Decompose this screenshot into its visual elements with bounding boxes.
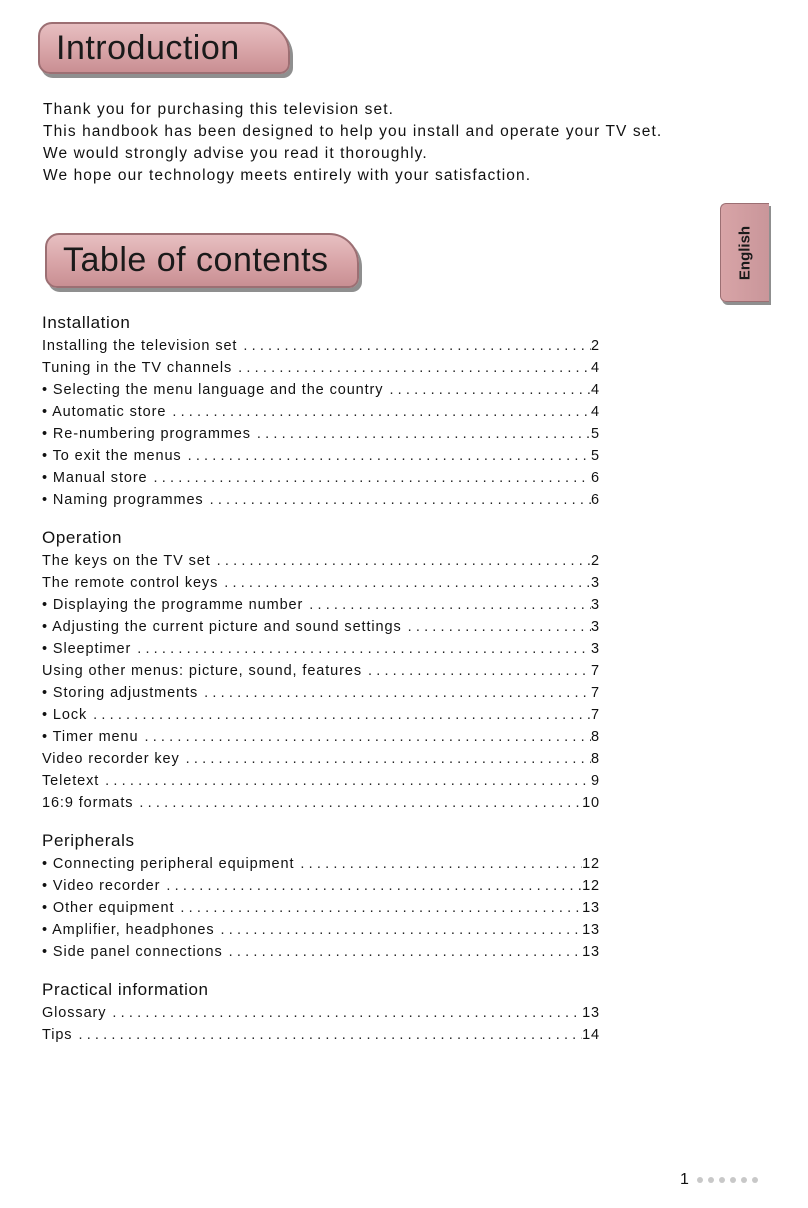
footer-dot <box>741 1177 747 1183</box>
toc-entry[interactable] <box>42 445 600 467</box>
toc-entry-title: • Video recorder <box>42 878 161 894</box>
introduction-heading <box>38 22 290 74</box>
toc-entry[interactable] <box>42 379 600 401</box>
toc-entry-title: • Sleeptimer <box>42 641 132 657</box>
intro-line: This handbook has been designed to help you install and operate your TV set. <box>43 123 663 140</box>
toc-entry[interactable] <box>42 875 600 897</box>
toc-entry[interactable] <box>42 616 600 638</box>
language-tab <box>720 203 769 302</box>
toc-entry-title: • Other equipment <box>42 900 175 916</box>
footer-dot <box>752 1177 758 1183</box>
toc-entry-title: • Storing adjustments <box>42 685 199 701</box>
toc-page-number: 6 <box>591 492 600 508</box>
toc-leader-dots <box>243 335 591 357</box>
intro-line: Thank you for purchasing this television set. <box>43 101 395 118</box>
toc-entry[interactable] <box>42 1024 600 1046</box>
footer-dot <box>708 1177 714 1183</box>
toc-leader-dots <box>389 379 591 401</box>
toc-entry[interactable] <box>42 1002 600 1024</box>
page-number: 1 <box>680 1171 689 1188</box>
toc-page-number: 7 <box>591 707 600 723</box>
toc-leader-dots <box>238 357 591 379</box>
toc-leader-dots <box>368 660 591 682</box>
toc-section-title: Practical information <box>42 980 209 999</box>
toc-page-number: 8 <box>591 729 600 745</box>
toc-entry[interactable] <box>42 550 600 572</box>
toc-leader-dots <box>180 897 582 919</box>
toc-entry[interactable] <box>42 792 600 814</box>
toc-entry[interactable] <box>42 941 600 963</box>
toc-section <box>42 312 600 511</box>
toc-entry[interactable] <box>42 660 600 682</box>
toc-page-number: 3 <box>591 641 600 657</box>
toc-page-number: 13 <box>582 900 600 916</box>
toc-page-number: 2 <box>591 553 600 569</box>
toc-entry[interactable] <box>42 401 600 423</box>
toc-entry-title: • Lock <box>42 707 88 723</box>
toc-leader-dots <box>188 445 591 467</box>
toc-entry-title: • Side panel connections <box>42 944 223 960</box>
toc-entry-title: • Displaying the programme number <box>42 597 304 613</box>
toc-entry-title: • Selecting the menu language and the country <box>42 382 384 398</box>
footer-dot <box>697 1177 703 1183</box>
intro-line: We would strongly advise you read it thoroughly. <box>43 145 428 162</box>
toc-entry-title: • Naming programmes <box>42 492 204 508</box>
toc-entry-title: Teletext <box>42 773 100 789</box>
toc-leader-dots <box>186 748 591 770</box>
toc-entry-title: The keys on the TV set <box>42 553 211 569</box>
toc-leader-dots <box>144 726 591 748</box>
toc-page-number: 12 <box>582 878 600 894</box>
toc-entry[interactable] <box>42 467 600 489</box>
toc-leader-dots <box>210 489 591 511</box>
toc-leader-dots <box>257 423 591 445</box>
toc-page-number: 14 <box>582 1027 600 1043</box>
toc-leader-dots <box>217 550 591 572</box>
toc-leader-dots <box>105 770 591 792</box>
toc-entry-title: Glossary <box>42 1005 107 1021</box>
introduction-title: Introduction <box>56 28 240 67</box>
toc-entry-title: • Adjusting the current picture and sound settings <box>42 619 402 635</box>
toc-entry[interactable] <box>42 423 600 445</box>
toc-section <box>42 527 600 814</box>
toc-page-number: 12 <box>582 856 600 872</box>
toc-entry[interactable] <box>42 770 600 792</box>
footer-dot <box>730 1177 736 1183</box>
toc-leader-dots <box>204 682 591 704</box>
toc-entry-title: Using other menus: picture, sound, features <box>42 663 362 679</box>
toc-page-number: 3 <box>591 575 600 591</box>
toc-leader-dots <box>224 572 591 594</box>
toc-leader-dots <box>166 875 582 897</box>
toc-entry[interactable] <box>42 853 600 875</box>
toc-page-number: 7 <box>591 663 600 679</box>
toc-leader-dots <box>221 919 583 941</box>
toc-leader-dots <box>154 467 592 489</box>
toc-leader-dots <box>139 792 582 814</box>
toc-entry[interactable] <box>42 897 600 919</box>
toc-page-number: 13 <box>582 922 600 938</box>
toc-page-number: 5 <box>591 426 600 442</box>
intro-line: We hope our technology meets entirely with your satisfaction. <box>43 167 532 184</box>
toc-entry-title: 16:9 formats <box>42 795 134 811</box>
toc-leader-dots <box>172 401 591 423</box>
toc-page-number: 3 <box>591 597 600 613</box>
toc-leader-dots <box>78 1024 582 1046</box>
toc-entry-title: • Manual store <box>42 470 148 486</box>
toc-page-number: 3 <box>591 619 600 635</box>
toc-entry[interactable] <box>42 594 600 616</box>
toc-entry[interactable] <box>42 572 600 594</box>
toc-entry[interactable] <box>42 748 600 770</box>
toc-page-number: 4 <box>591 360 600 376</box>
toc-leader-dots <box>408 616 591 638</box>
toc-page-number: 6 <box>591 470 600 486</box>
toc-leader-dots <box>300 853 582 875</box>
page-footer <box>680 1168 763 1192</box>
toc-section-title: Installation <box>42 313 131 332</box>
toc-section <box>42 830 600 963</box>
toc-entry-title: Tips <box>42 1027 73 1043</box>
toc-entry-title: • Timer menu <box>42 729 139 745</box>
toc-leader-dots <box>93 704 591 726</box>
toc-page-number: 10 <box>582 795 600 811</box>
toc-entry[interactable] <box>42 919 600 941</box>
footer-dot <box>719 1177 725 1183</box>
table-of-contents-heading <box>45 233 359 288</box>
toc-entry[interactable] <box>42 638 600 660</box>
toc-page-number: 8 <box>591 751 600 767</box>
toc-section <box>42 979 600 1046</box>
toc-entry-title: • To exit the menus <box>42 448 182 464</box>
toc-page-number: 7 <box>591 685 600 701</box>
introduction-text <box>43 99 663 187</box>
toc-entry[interactable] <box>42 335 600 357</box>
toc-leader-dots <box>112 1002 582 1024</box>
toc-entry-title: Installing the television set <box>42 338 238 354</box>
toc-entry[interactable] <box>42 357 600 379</box>
toc-entry-title: • Amplifier, headphones <box>42 922 215 938</box>
toc-section-title: Operation <box>42 528 123 547</box>
toc-entry[interactable] <box>42 726 600 748</box>
language-tab-label: English <box>736 225 754 280</box>
toc-entry[interactable] <box>42 489 600 511</box>
toc-page-number: 9 <box>591 773 600 789</box>
toc-page-number: 13 <box>582 1005 600 1021</box>
toc-page-number: 2 <box>591 338 600 354</box>
toc-entry-title: • Automatic store <box>42 404 167 420</box>
toc-leader-dots <box>309 594 591 616</box>
toc-entry-title: Video recorder key <box>42 751 180 767</box>
toc-entry-title: • Connecting peripheral equipment <box>42 856 295 872</box>
toc-page-number: 4 <box>591 404 600 420</box>
toc-entry-title: The remote control keys <box>42 575 219 591</box>
toc-entry-title: Tuning in the TV channels <box>42 360 233 376</box>
toc-entry[interactable] <box>42 704 600 726</box>
toc-page-number: 4 <box>591 382 600 398</box>
toc-leader-dots <box>137 638 591 660</box>
toc-entry-title: • Re-numbering programmes <box>42 426 251 442</box>
toc-page-number: 13 <box>582 944 600 960</box>
toc-section-title: Peripherals <box>42 831 135 850</box>
toc-leader-dots <box>229 941 582 963</box>
toc-entry[interactable] <box>42 682 600 704</box>
table-of-contents-title: Table of contents <box>63 241 329 279</box>
table-of-contents <box>42 312 600 1062</box>
toc-page-number: 5 <box>591 448 600 464</box>
